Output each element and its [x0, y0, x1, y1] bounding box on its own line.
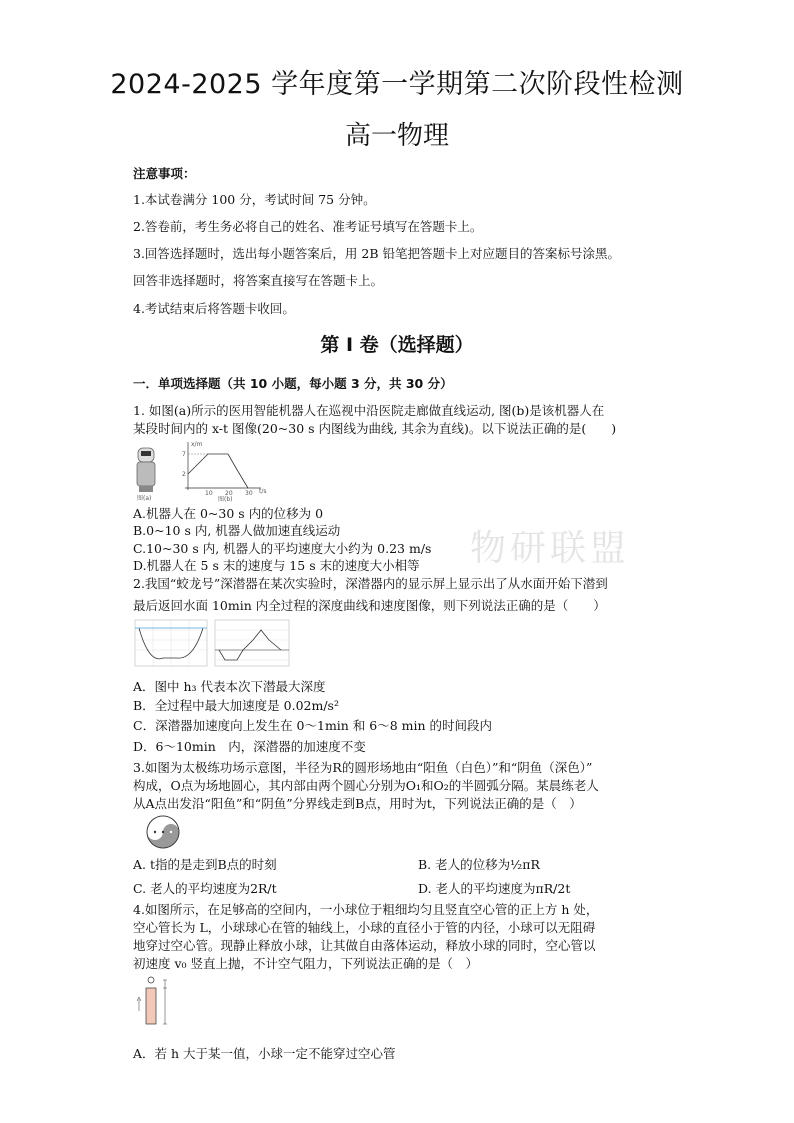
fig-b-tick: 2 [182, 471, 186, 478]
q1-stem-line: 1. 如图(a)所示的医用智能机器人在巡视中沿医院走廊做直线运动, 图(b)是该机器人在 [133, 403, 605, 418]
fig-b-tick: 7 [182, 451, 186, 458]
fig-b-tick: 30 [245, 490, 253, 497]
q3-figure [133, 814, 195, 850]
note-item: 4.考试结束后将答题卡收回。 [133, 301, 295, 316]
watermark: 物研联盟 [470, 528, 631, 569]
note-item: 回答非选择题时，将答案直接写在答题卡上。 [133, 273, 384, 288]
q2-stem-line: 最后返回水面 10min 内全过程的深度曲线和速度图像，则下列说法正确的是（ ） [133, 598, 606, 613]
fig-b-tick: 10 [205, 490, 213, 497]
exam-subject: 高一物理 [344, 121, 449, 151]
fig-b-xlabel: t/s [259, 488, 267, 495]
q2-option-a: A．图中 h₃ 代表本次下潜最大深度 [133, 679, 326, 694]
part-heading: 一．单项选择题（共 10 小题，每小题 3 分，共 30 分） [133, 376, 453, 391]
q4-option-a: A．若 h 大于某一值，小球一定不能穿过空心管 [133, 1046, 396, 1061]
exam-title: 2024-2025 学年度第一学期第二次阶段性检测 [110, 69, 684, 100]
fig-a-label: 图(a) [137, 495, 152, 502]
q3-option-b: B. 老人的位移为½πR [418, 857, 540, 872]
q4-figure [133, 975, 183, 1033]
fig-b-tick: 20 [225, 490, 233, 497]
note-item: 2.答卷前，考生务必将自己的姓名、准考证号填写在答题卡上。 [133, 219, 483, 234]
q3-option-a: A. t指的是走到B点的时刻 [133, 857, 277, 872]
q3-stem-line: 从A点出发沿“阳鱼”和“阴鱼”分界线走到B点，用时为t，下列说法正确的是（ ） [133, 796, 582, 811]
q4-stem-line: 初速度 v₀ 竖直上抛，不计空气阻力，下列说法正确的是（ ） [133, 956, 479, 971]
fig-b-ylabel: x/m [191, 441, 203, 448]
q1-option-b: B.0~10 s 内, 机器人做加速直线运动 [133, 523, 341, 538]
q3-option-c: C. 老人的平均速度为2R/t [133, 881, 277, 896]
q1-option-d: D.机器人在 5 s 末的速度与 15 s 末的速度大小相等 [133, 558, 420, 573]
q2-option-c: C．深潜器加速度向上发生在 0～1min 和 6～8 min 的时间段内 [133, 718, 493, 733]
q4-stem-line: 地穿过空心管。现静止释放小球，让其做自由落体运动，释放小球的同时，空心管以 [133, 938, 596, 953]
q3-stem-line: 构成，O点为场地圆心，其内部由两个圆心分别为O₁和O₂的半圆弧分隔。某晨练老人 [133, 778, 599, 793]
q3-stem-line: 3.如图为太极练功场示意图，半径为R的圆形场地由“阳鱼（白色）”和“阴鱼（深色）” [133, 760, 593, 775]
q1-option-c: C.10~30 s 内, 机器人的平均速度大小约为 0.23 m/s [133, 541, 432, 556]
q4-stem-line: 空心管长为 L，小球球心在管的轴线上，小球的直径小于管的内径，小球可以无阻碍 [133, 920, 596, 935]
q2-figure [133, 618, 293, 670]
q1-figure [133, 440, 273, 502]
q3-option-d: D. 老人的平均速度为πR/2t [418, 881, 571, 896]
fig-b-label: 图(b) [218, 496, 233, 502]
note-item: 1.本试卷满分 100 分，考试时间 75 分钟。 [133, 192, 376, 207]
section-title: 第 I 卷（选择题） [320, 334, 474, 356]
q2-stem-line: 2.我国“蛟龙号”深潜器在某次实验时，深潜器内的显示屏上显示出了从水面开始下潜到 [133, 576, 608, 591]
q2-option-b: B．全过程中最大加速度是 0.02m/s² [133, 698, 339, 713]
q2-option-d: D．6～10min 内，深潜器的加速度不变 [133, 739, 366, 754]
note-item: 3.回答选择题时，选出每小题答案后，用 2B 铅笔把答题卡上对应题目的答案标号涂黑。 [133, 246, 621, 261]
notes-heading: 注意事项： [133, 166, 196, 181]
q4-stem-line: 4.如图所示，在足够高的空间内，一小球位于粗细均匀且竖直空心管的正上方 h 处， [133, 902, 599, 917]
q1-stem-line: 某段时间内的 x-t 图像(20~30 s 内图线为曲线, 其余为直线)。以下说法正确的是( ) [133, 421, 617, 436]
q1-option-a: A.机器人在 0~30 s 内的位移为 0 [133, 506, 324, 521]
